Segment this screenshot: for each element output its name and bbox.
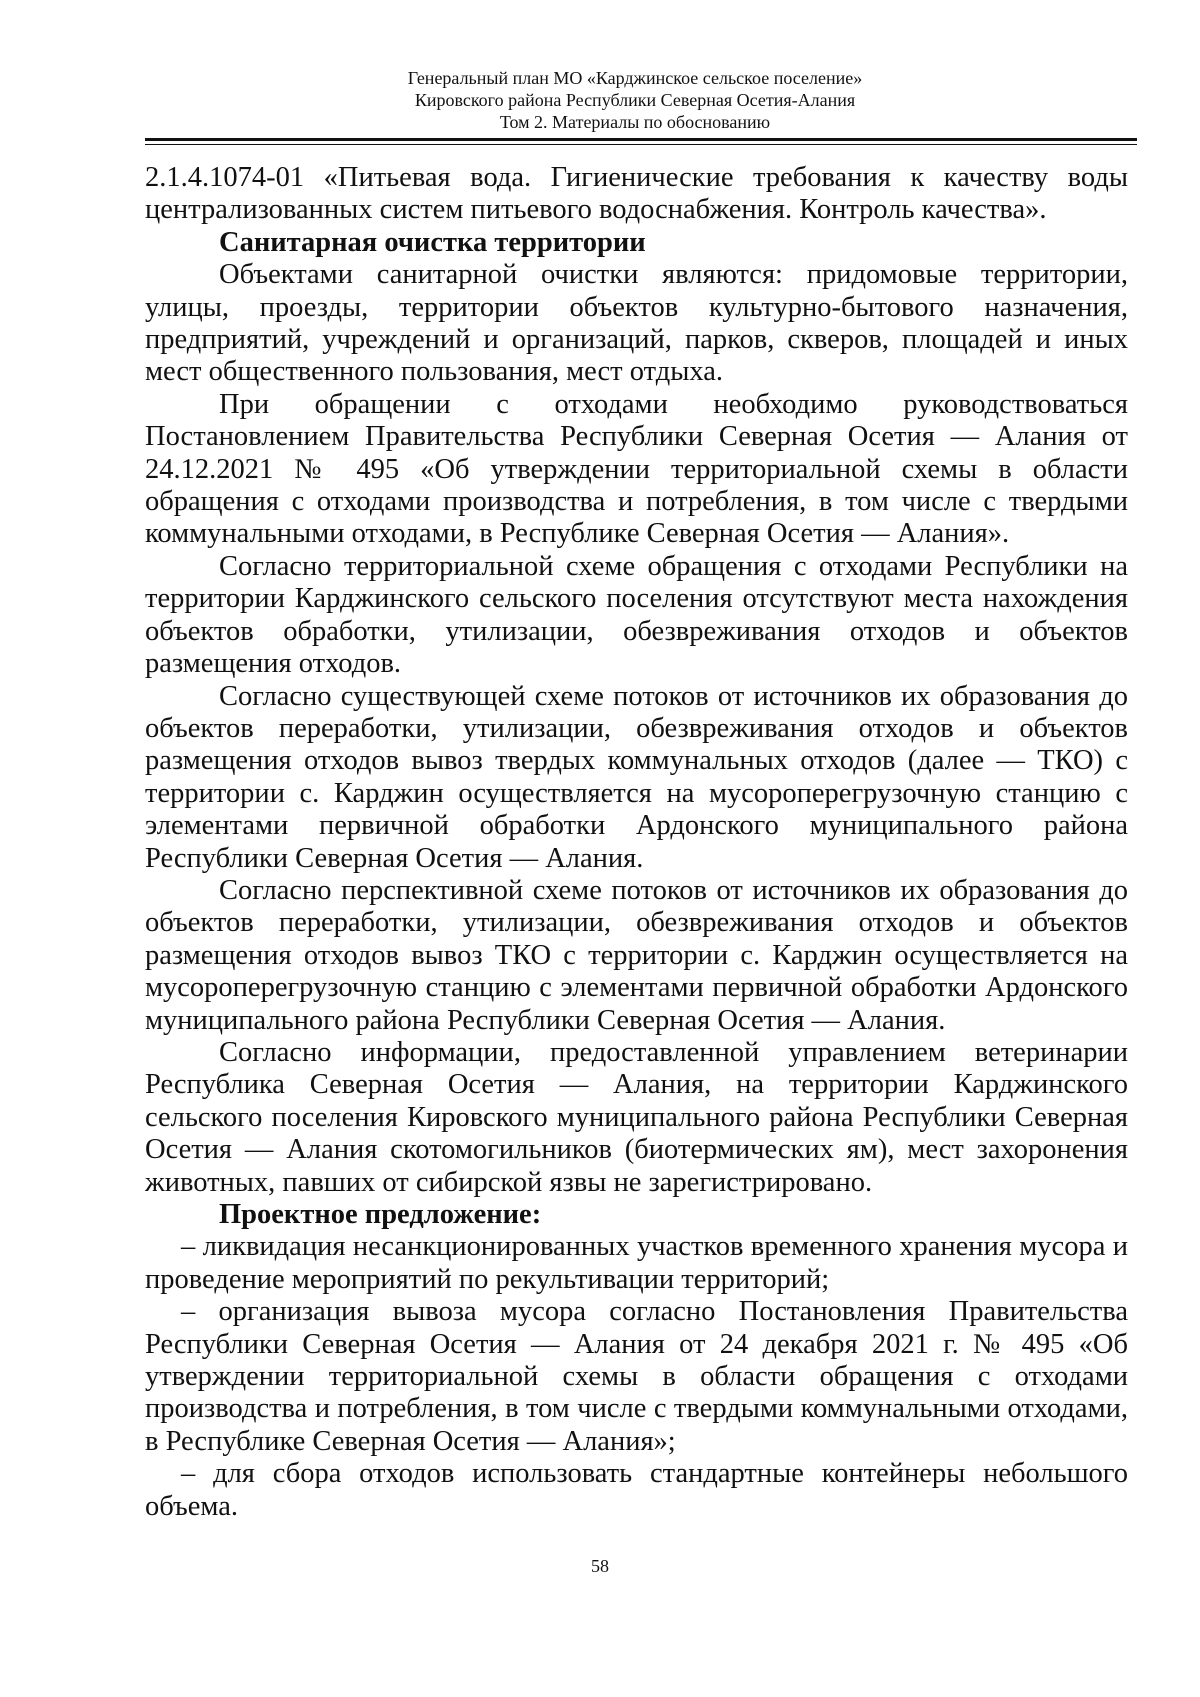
paragraph-regulation: При обращении с отходами необходимо руководствоваться Постановлением Правительства Республики Северная Осетия — Алания от 24.12.2021 № 495 «Об утверждении территориальной схемы в области обращения с отходами производства и потребления, в том числе с твердыми коммунальными отходами, в Республике Северная Осетия — Алания». bbox=[145, 388, 1128, 550]
page-number: 58 bbox=[591, 1556, 609, 1576]
proposal-item: – для сбора отходов использовать стандартные контейнеры небольшого объема. bbox=[145, 1458, 1128, 1522]
proposal-item: – ликвидация несанкционированных участков временного хранения мусора и проведение мероприятий по рекультивации территорий; bbox=[145, 1231, 1128, 1295]
section-heading-sanitation: Санитарная очистка территории bbox=[219, 226, 646, 258]
header-region-line: Кировского района Республики Северная Осетия-Алания bbox=[414, 90, 856, 110]
header-rule-thin bbox=[145, 144, 1137, 145]
header-volume-line: Том 2. Материалы по обоснованию bbox=[499, 112, 771, 132]
proposal-item: – организация вывоза мусора согласно Постановления Правительства Республики Северная Осетия — Алания от 24 декабря 2021 г. № 495 «Об утверждении территориальной схемы в области обращения с отходами производства и потребления, в том числе с твердыми коммунальными отходами, в Республике Северная Осетия — Алания»; bbox=[145, 1296, 1128, 1457]
paragraph-territorial-scheme: Согласно территориальной схеме обращения с отходами Республики на территории Карджинского сельского поселения отсутствуют места нахождения объектов обработки, утилизации, обезвреживания отходов и объектов размещения отходов. bbox=[145, 550, 1128, 680]
paragraph-veterinary: Согласно информации, предоставленной управлением ветеринарии Республика Северная Осетия — Алания, на территории Карджинского сельского поселения Кировского муниципального района Республики Северная Осетия — Алания скотомогильников (биотермических ям), мест захоронения животных, павших от сибирской язвы не зарегистрировано. bbox=[145, 1036, 1128, 1198]
paragraph-prospective-scheme: Согласно перспективной схеме потоков от источников их образования до объектов переработки, утилизации, обезвреживания отходов и объектов размещения отходов вывоз ТКО с территории с. Карджин осуществляется на мусороперегрузочную станцию с элементами первичной обработки Ардонского муниципального района Республики Северная Осетия — Алания. bbox=[145, 874, 1128, 1036]
header-rule-thick bbox=[145, 138, 1137, 141]
header-title-line: Генеральный план МО «Карджинское сельское поселение» bbox=[407, 68, 863, 88]
page-header bbox=[145, 67, 1125, 133]
paragraph-existing-scheme: Согласно существующей схеме потоков от источников их образования до объектов переработки, утилизации, обезвреживания отходов и объектов размещения отходов вывоз твердых коммунальных отходов (далее — ТКО) с территории с. Карджин осуществляется на мусороперегрузочную станцию с элементами первичной обработки Ардонского муниципального района Республики Северная Осетия — Алания. bbox=[145, 680, 1128, 874]
intro-paragraph: 2.1.4.1074-01 «Питьевая вода. Гигиенические требования к качеству воды централизованных систем питьевого водоснабжения. Контроль качества». bbox=[145, 162, 1128, 226]
document-body bbox=[145, 162, 1128, 1523]
paragraph-objects: Объектами санитарной очистки являются: придомовые территории, улицы, проезды, территории объектов культурно-бытового назначения, предприятий, учреждений и организаций, парков, скверов, площадей и иных мест общественного пользования, мест отдыха. bbox=[145, 259, 1128, 388]
section-heading-proposal: Проектное предложение: bbox=[219, 1199, 542, 1230]
